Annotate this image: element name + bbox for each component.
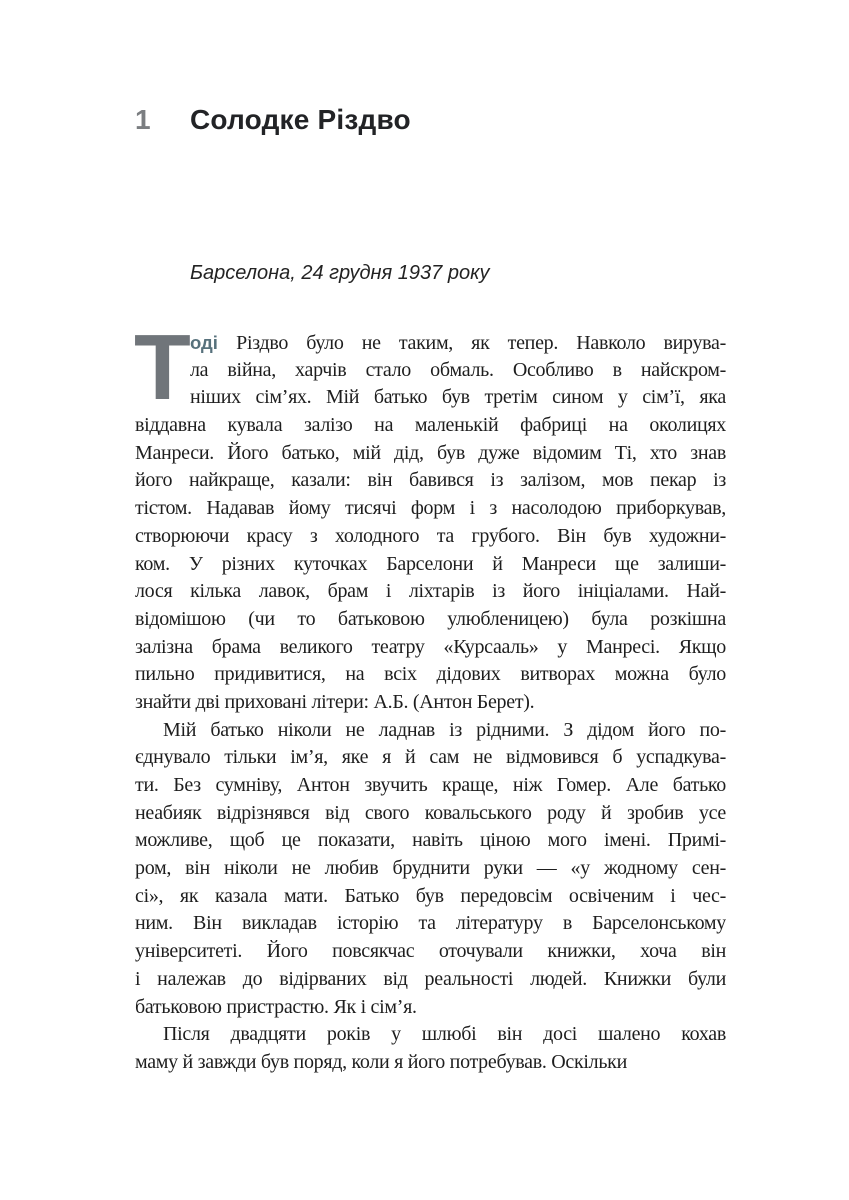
paragraph (134, 315, 726, 717)
text-line: і належав до відірваних від реальності людей. Книжки були (135, 967, 726, 990)
chapter-number: 1 (135, 104, 151, 135)
chapter-title: Солодке Різдво (190, 104, 411, 135)
text-line: знайти дві приховані літери: А.Б. (Антон Берет). (135, 690, 535, 713)
text-line: ром, він ніколи не любив бруднити руки — «у жодному сен- (135, 857, 726, 880)
text-line: відомішою (чи то батьковою улюбленицею) була розкішна (135, 607, 726, 630)
drop-cap-letter: Т (134, 315, 191, 419)
text-line: віддавна кувала залізо на маленькій фабриці на околицях (135, 414, 726, 437)
text-line: ком. У різних куточках Барселони й Манреси ще залиши- (135, 552, 726, 575)
dateline: Барселона, 24 грудня 1937 року (190, 262, 490, 284)
text-line: Мій батько ніколи не ладнав із рідними. З дідом його по- (163, 718, 726, 741)
paragraph (135, 1021, 726, 1076)
text-line: маму й завжди був поряд, коли я його потребував. Оскільки (135, 1050, 627, 1073)
text-line: ніших сім’ях. Мій батько був третім сином у сім’ї, яка (190, 386, 726, 409)
text-line: можливе, щоб це показати, навіть ціною мого імені. Примі- (135, 829, 726, 852)
chapter-heading (135, 103, 735, 137)
text-line: університеті. Його повсякчас оточували книжки, хоча він (135, 940, 726, 963)
text-line: єднувало тільки ім’я, яке я й сам не відмовився б успадкува- (135, 746, 726, 769)
text-line: залізна брама великого театру «Курсааль» у Манресі. Якщо (135, 635, 726, 658)
paragraph (135, 717, 726, 1022)
body-text (134, 315, 726, 1077)
lead-word: оді (190, 332, 218, 353)
text-line (190, 329, 726, 357)
text-line: ла війна, харчів стало обмаль. Особливо в найскром- (190, 358, 726, 381)
text-line: сі», як казала мати. Батько був передовсім освіченим і чес- (135, 884, 726, 907)
text-line: Манреси. Його батько, мій дід, був дуже відомим Ті, хто знав (135, 441, 726, 464)
text-line: Після двадцяти років у шлюбі він досі шалено кохав (163, 1023, 726, 1046)
text-line: тістом. Надавав йому тисячі форм і з насолодою приборкував, (135, 497, 726, 520)
text-line: ти. Без сумніву, Антон звучить краще, ніж Гомер. Але батько (135, 774, 726, 796)
text-line: неабияк відрізнявся від свого ковальського роду й зробив усе (135, 801, 726, 824)
text-line: батьковою пристрастю. Як і сім’я. (135, 995, 417, 1018)
text-line: його найкраще, казали: він бавився із залізом, мов пекар із (135, 469, 726, 492)
text-line: пильно придивитися, на всіх дідових витворах можна було (135, 663, 726, 686)
text-line-rest: Різдво було не таким, як тепер. Навколо вирува- (217, 332, 726, 354)
text-line: ним. Він викладав історію та літературу в Барселонському (135, 912, 726, 935)
text-line: лося кілька лавок, брам і ліхтарів із його ініціалами. Най- (135, 580, 726, 603)
text-line: створюючи красу з холодного та грубого. Він був художни- (135, 524, 726, 547)
